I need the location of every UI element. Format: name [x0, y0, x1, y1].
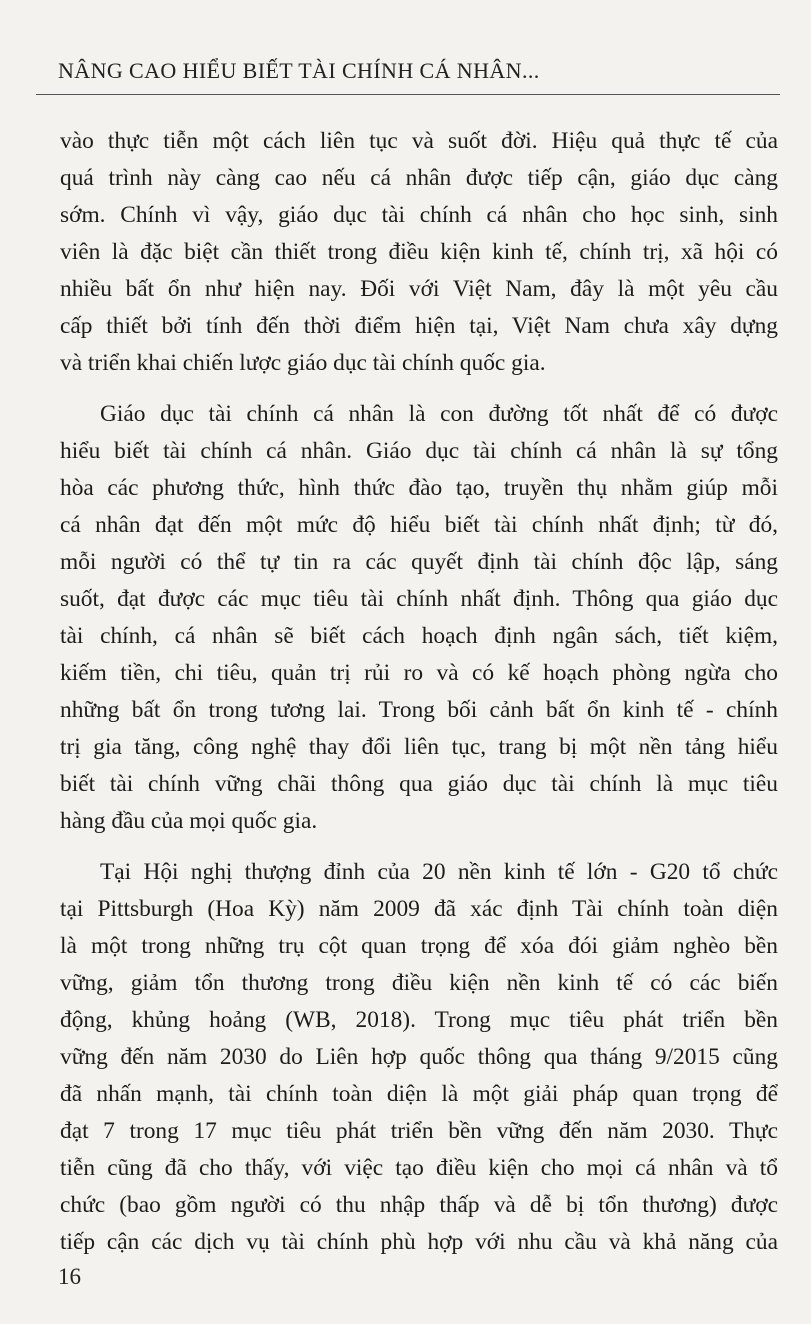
text-line: là một trong những trụ cột quan trọng để xóa đói giảm nghèo bền [60, 933, 778, 959]
text-line: vững đến năm 2030 do Liên hợp quốc thông qua tháng 9/2015 cũng [60, 1044, 778, 1070]
text-line: cá nhân đạt đến một mức độ hiểu biết tài chính nhất định; từ đó, [60, 512, 778, 538]
text-line: suốt, đạt được các mục tiêu tài chính nhất định. Thông qua giáo dục [60, 586, 778, 612]
text-line: mỗi người có thể tự tin ra các quyết định tài chính độc lập, sáng [60, 549, 778, 575]
paragraph-1 [60, 123, 778, 382]
text-line: quá trình này càng cao nếu cá nhân được tiếp cận, giáo dục càng [60, 165, 778, 191]
text-line: biết tài chính vững chãi thông qua giáo dục tài chính là mục tiêu [60, 771, 778, 797]
body-text [60, 123, 778, 1261]
text-line: Tại Hội nghị thượng đỉnh của 20 nền kinh tế lớn - G20 tổ chức [100, 859, 778, 885]
page-number: 16 [58, 1264, 81, 1289]
text-line: những bất ổn trong tương lai. Trong bối cảnh bất ổn kinh tế - chính [60, 697, 778, 723]
text-line: hiểu biết tài chính cá nhân. Giáo dục tài chính cá nhân là sự tổng [60, 438, 778, 464]
text-line: vững, giảm tổn thương trong điều kiện nền kinh tế có các biến [60, 970, 778, 996]
text-line: chức (bao gồm người có thu nhập thấp và dễ bị tổn thương) được [60, 1192, 778, 1218]
text-line: và triển khai chiến lược giáo dục tài chính quốc gia. [60, 350, 546, 376]
text-line: viên là đặc biệt cần thiết trong điều kiện kinh tế, chính trị, xã hội có [60, 239, 778, 265]
text-line: nhiều bất ổn như hiện nay. Đối với Việt Nam, đây là một yêu cầu [60, 276, 778, 302]
text-line: sớm. Chính vì vậy, giáo dục tài chính cá nhân cho học sinh, sinh [60, 202, 778, 228]
paragraph-2 [60, 396, 778, 840]
paragraph-3 [60, 854, 778, 1261]
text-line: động, khủng hoảng (WB, 2018). Trong mục tiêu phát triển bền [60, 1007, 778, 1033]
running-title: NÂNG CAO HIỂU BIẾT TÀI CHÍNH CÁ NHÂN... [58, 58, 540, 83]
paragraph-gap [60, 382, 778, 396]
header-rule [36, 94, 780, 95]
text-line: đã nhấn mạnh, tài chính toàn diện là một giải pháp quan trọng để [60, 1081, 778, 1107]
text-line: Giáo dục tài chính cá nhân là con đường tốt nhất để có được [100, 401, 778, 427]
text-line: hàng đầu của mọi quốc gia. [60, 808, 318, 834]
text-line: đạt 7 trong 17 mục tiêu phát triển bền vững đến năm 2030. Thực [60, 1118, 778, 1144]
text-line: kiếm tiền, chi tiêu, quản trị rủi ro và có kế hoạch phòng ngừa cho [60, 660, 778, 686]
text-line: cấp thiết bởi tính đến thời điểm hiện tại, Việt Nam chưa xây dựng [60, 313, 778, 339]
paragraph-gap [60, 840, 778, 854]
text-line: vào thực tiễn một cách liên tục và suốt đời. Hiệu quả thực tế của [60, 128, 778, 154]
text-line: trị gia tăng, công nghệ thay đổi liên tục, trang bị một nền tảng hiểu [60, 734, 778, 760]
text-line: tiếp cận các dịch vụ tài chính phù hợp với nhu cầu và khả năng của [60, 1229, 778, 1255]
text-line: tài chính, cá nhân sẽ biết cách hoạch định ngân sách, tiết kiệm, [60, 623, 778, 649]
text-line: tại Pittsburgh (Hoa Kỳ) năm 2009 đã xác định Tài chính toàn diện [60, 896, 778, 922]
text-line: hòa các phương thức, hình thức đào tạo, truyền thụ nhằm giúp mỗi [60, 475, 778, 501]
text-line: tiễn cũng đã cho thấy, với việc tạo điều kiện cho mọi cá nhân và tổ [60, 1155, 778, 1181]
